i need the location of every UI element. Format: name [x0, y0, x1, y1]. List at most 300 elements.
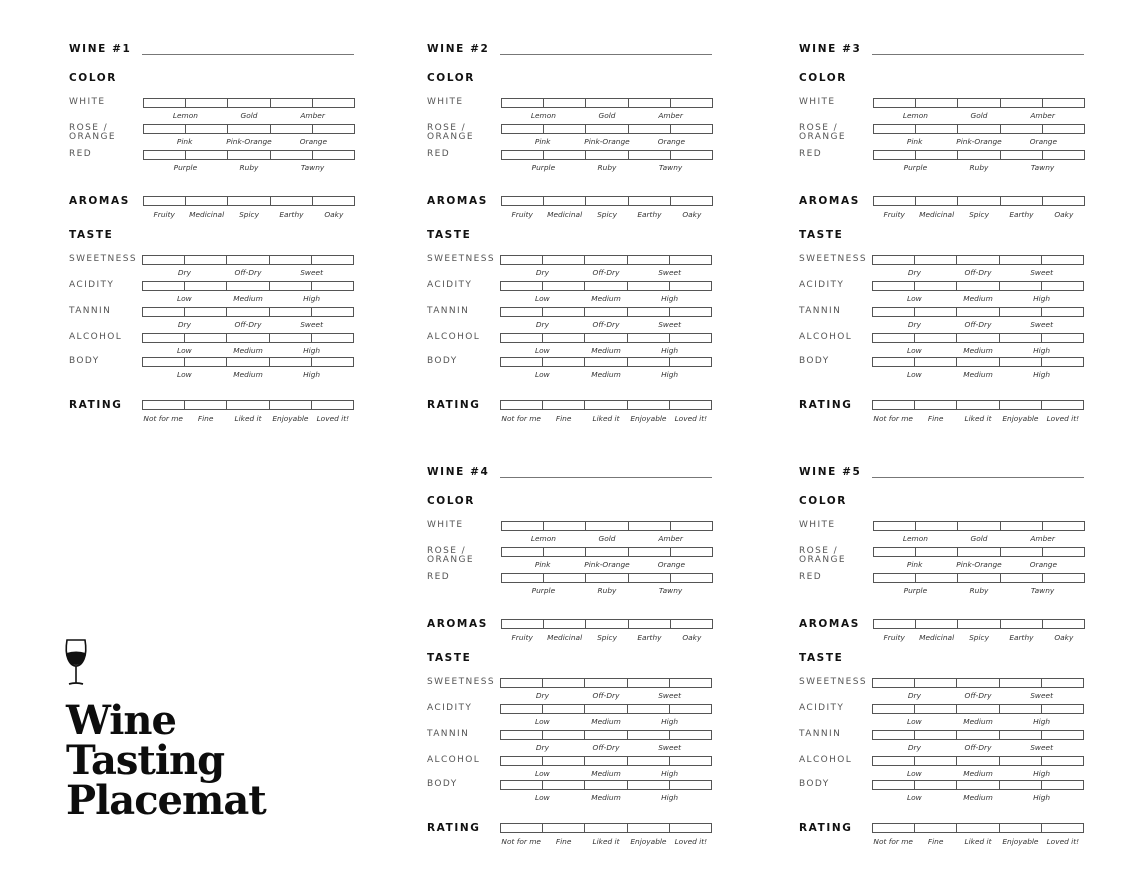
scale-cell[interactable]: [628, 308, 670, 316]
wine-name-line[interactable]: [500, 54, 712, 55]
scale-cell[interactable]: [144, 197, 186, 205]
scale-cell[interactable]: [1042, 731, 1083, 739]
scale-cell[interactable]: [227, 358, 269, 366]
scale-cell[interactable]: [916, 125, 958, 133]
alcohol-scale[interactable]: [500, 756, 712, 766]
body-scale[interactable]: [872, 357, 1084, 367]
scale-cell[interactable]: [544, 125, 586, 133]
scale-cell[interactable]: [958, 125, 1000, 133]
scale-cell[interactable]: [1042, 282, 1083, 290]
scale-cell[interactable]: [958, 620, 1000, 628]
scale-cell[interactable]: [1042, 334, 1083, 342]
scale-cell[interactable]: [501, 308, 543, 316]
scale-cell[interactable]: [185, 308, 227, 316]
scale-cell[interactable]: [501, 679, 543, 687]
scale-cell[interactable]: [501, 781, 543, 789]
red-scale[interactable]: [873, 150, 1085, 160]
scale-cell[interactable]: [915, 308, 957, 316]
scale-cell[interactable]: [543, 679, 585, 687]
rose-scale[interactable]: [501, 547, 713, 557]
scale-cell[interactable]: [915, 282, 957, 290]
scale-cell[interactable]: [958, 574, 1000, 582]
scale-cell[interactable]: [544, 620, 586, 628]
scale-cell[interactable]: [670, 308, 711, 316]
rating-scale[interactable]: [872, 823, 1084, 833]
scale-cell[interactable]: [501, 705, 543, 713]
scale-cell[interactable]: [186, 197, 228, 205]
scale-cell[interactable]: [958, 197, 1000, 205]
tannin-scale[interactable]: [500, 730, 712, 740]
scale-cell[interactable]: [1043, 125, 1084, 133]
tannin-scale[interactable]: [872, 307, 1084, 317]
scale-cell[interactable]: [228, 151, 270, 159]
scale-cell[interactable]: [916, 99, 958, 107]
scale-cell[interactable]: [312, 358, 353, 366]
scale-cell[interactable]: [671, 574, 712, 582]
scale-cell[interactable]: [957, 824, 999, 832]
scale-cell[interactable]: [228, 125, 270, 133]
scale-cell[interactable]: [916, 151, 958, 159]
scale-cell[interactable]: [1043, 574, 1084, 582]
scale-cell[interactable]: [628, 705, 670, 713]
scale-cell[interactable]: [957, 679, 999, 687]
scale-cell[interactable]: [1000, 256, 1042, 264]
scale-cell[interactable]: [1001, 151, 1043, 159]
red-scale[interactable]: [143, 150, 355, 160]
scale-cell[interactable]: [628, 256, 670, 264]
scale-cell[interactable]: [915, 334, 957, 342]
scale-cell[interactable]: [544, 574, 586, 582]
white-scale[interactable]: [501, 521, 713, 531]
scale-cell[interactable]: [144, 151, 186, 159]
scale-cell[interactable]: [915, 757, 957, 765]
scale-cell[interactable]: [586, 574, 628, 582]
scale-cell[interactable]: [629, 574, 671, 582]
scale-cell[interactable]: [957, 358, 999, 366]
acidity-scale[interactable]: [500, 281, 712, 291]
scale-cell[interactable]: [586, 151, 628, 159]
scale-cell[interactable]: [502, 620, 544, 628]
scale-cell[interactable]: [670, 334, 711, 342]
rating-scale[interactable]: [500, 400, 712, 410]
scale-cell[interactable]: [1000, 705, 1042, 713]
wine-name-line[interactable]: [872, 477, 1084, 478]
scale-cell[interactable]: [1042, 256, 1083, 264]
scale-cell[interactable]: [916, 522, 958, 530]
scale-cell[interactable]: [502, 548, 544, 556]
alcohol-scale[interactable]: [872, 333, 1084, 343]
red-scale[interactable]: [501, 573, 713, 583]
wine-name-line[interactable]: [872, 54, 1084, 55]
scale-cell[interactable]: [1042, 308, 1083, 316]
scale-cell[interactable]: [501, 282, 543, 290]
scale-cell[interactable]: [915, 358, 957, 366]
scale-cell[interactable]: [670, 757, 711, 765]
scale-cell[interactable]: [1043, 548, 1084, 556]
scale-cell[interactable]: [544, 197, 586, 205]
scale-cell[interactable]: [915, 824, 957, 832]
scale-cell[interactable]: [1042, 757, 1083, 765]
scale-cell[interactable]: [628, 824, 670, 832]
scale-cell[interactable]: [629, 522, 671, 530]
scale-cell[interactable]: [1001, 548, 1043, 556]
scale-cell[interactable]: [585, 824, 627, 832]
scale-cell[interactable]: [1001, 197, 1043, 205]
body-scale[interactable]: [500, 780, 712, 790]
scale-cell[interactable]: [185, 282, 227, 290]
scale-cell[interactable]: [915, 705, 957, 713]
alcohol-scale[interactable]: [872, 756, 1084, 766]
scale-cell[interactable]: [628, 401, 670, 409]
tannin-scale[interactable]: [872, 730, 1084, 740]
scale-cell[interactable]: [586, 125, 628, 133]
scale-cell[interactable]: [544, 151, 586, 159]
scale-cell[interactable]: [1001, 125, 1043, 133]
scale-cell[interactable]: [874, 548, 916, 556]
scale-cell[interactable]: [915, 256, 957, 264]
scale-cell[interactable]: [873, 308, 915, 316]
scale-cell[interactable]: [312, 308, 353, 316]
white-scale[interactable]: [143, 98, 355, 108]
scale-cell[interactable]: [186, 151, 228, 159]
rating-scale[interactable]: [872, 400, 1084, 410]
scale-cell[interactable]: [1000, 679, 1042, 687]
scale-cell[interactable]: [916, 548, 958, 556]
scale-cell[interactable]: [585, 731, 627, 739]
scale-cell[interactable]: [873, 256, 915, 264]
acidity-scale[interactable]: [872, 281, 1084, 291]
scale-cell[interactable]: [501, 358, 543, 366]
scale-cell[interactable]: [957, 731, 999, 739]
scale-cell[interactable]: [628, 757, 670, 765]
scale-cell[interactable]: [585, 401, 627, 409]
scale-cell[interactable]: [670, 824, 711, 832]
body-scale[interactable]: [872, 780, 1084, 790]
scale-cell[interactable]: [671, 197, 712, 205]
rose-scale[interactable]: [873, 547, 1085, 557]
scale-cell[interactable]: [586, 620, 628, 628]
red-scale[interactable]: [873, 573, 1085, 583]
scale-cell[interactable]: [957, 282, 999, 290]
scale-cell[interactable]: [143, 401, 185, 409]
scale-cell[interactable]: [585, 705, 627, 713]
scale-cell[interactable]: [543, 308, 585, 316]
scale-cell[interactable]: [1000, 334, 1042, 342]
scale-cell[interactable]: [270, 334, 312, 342]
acidity-scale[interactable]: [142, 281, 354, 291]
scale-cell[interactable]: [629, 151, 671, 159]
scale-cell[interactable]: [671, 125, 712, 133]
sweetness-scale[interactable]: [500, 255, 712, 265]
scale-cell[interactable]: [873, 731, 915, 739]
scale-cell[interactable]: [628, 282, 670, 290]
scale-cell[interactable]: [586, 522, 628, 530]
scale-cell[interactable]: [1000, 757, 1042, 765]
scale-cell[interactable]: [313, 99, 354, 107]
scale-cell[interactable]: [143, 334, 185, 342]
scale-cell[interactable]: [873, 282, 915, 290]
scale-cell[interactable]: [874, 522, 916, 530]
scale-cell[interactable]: [957, 757, 999, 765]
tannin-scale[interactable]: [142, 307, 354, 317]
rose-scale[interactable]: [873, 124, 1085, 134]
scale-cell[interactable]: [544, 99, 586, 107]
scale-cell[interactable]: [1043, 197, 1084, 205]
scale-cell[interactable]: [671, 548, 712, 556]
alcohol-scale[interactable]: [142, 333, 354, 343]
aromas-scale[interactable]: [501, 619, 713, 629]
scale-cell[interactable]: [628, 731, 670, 739]
scale-cell[interactable]: [670, 781, 711, 789]
rose-scale[interactable]: [143, 124, 355, 134]
scale-cell[interactable]: [1042, 679, 1083, 687]
scale-cell[interactable]: [585, 679, 627, 687]
wine-name-line[interactable]: [142, 54, 354, 55]
scale-cell[interactable]: [1000, 401, 1042, 409]
scale-cell[interactable]: [271, 197, 313, 205]
scale-cell[interactable]: [915, 781, 957, 789]
scale-cell[interactable]: [629, 125, 671, 133]
scale-cell[interactable]: [185, 401, 227, 409]
scale-cell[interactable]: [957, 334, 999, 342]
scale-cell[interactable]: [1001, 620, 1043, 628]
scale-cell[interactable]: [628, 358, 670, 366]
white-scale[interactable]: [873, 98, 1085, 108]
scale-cell[interactable]: [1000, 731, 1042, 739]
scale-cell[interactable]: [585, 757, 627, 765]
aromas-scale[interactable]: [501, 196, 713, 206]
scale-cell[interactable]: [312, 256, 353, 264]
scale-cell[interactable]: [873, 705, 915, 713]
scale-cell[interactable]: [270, 358, 312, 366]
scale-cell[interactable]: [502, 151, 544, 159]
scale-cell[interactable]: [1001, 99, 1043, 107]
scale-cell[interactable]: [873, 401, 915, 409]
scale-cell[interactable]: [270, 308, 312, 316]
scale-cell[interactable]: [585, 282, 627, 290]
scale-cell[interactable]: [543, 757, 585, 765]
scale-cell[interactable]: [629, 99, 671, 107]
scale-cell[interactable]: [501, 256, 543, 264]
scale-cell[interactable]: [543, 401, 585, 409]
scale-cell[interactable]: [1043, 151, 1084, 159]
aromas-scale[interactable]: [873, 619, 1085, 629]
scale-cell[interactable]: [958, 151, 1000, 159]
scale-cell[interactable]: [873, 679, 915, 687]
scale-cell[interactable]: [873, 334, 915, 342]
scale-cell[interactable]: [873, 757, 915, 765]
scale-cell[interactable]: [1042, 705, 1083, 713]
alcohol-scale[interactable]: [500, 333, 712, 343]
scale-cell[interactable]: [670, 679, 711, 687]
scale-cell[interactable]: [958, 548, 1000, 556]
scale-cell[interactable]: [1000, 282, 1042, 290]
scale-cell[interactable]: [873, 358, 915, 366]
scale-cell[interactable]: [628, 679, 670, 687]
scale-cell[interactable]: [1042, 824, 1083, 832]
scale-cell[interactable]: [227, 308, 269, 316]
scale-cell[interactable]: [585, 256, 627, 264]
scale-cell[interactable]: [312, 401, 353, 409]
scale-cell[interactable]: [227, 401, 269, 409]
scale-cell[interactable]: [1001, 574, 1043, 582]
scale-cell[interactable]: [670, 705, 711, 713]
scale-cell[interactable]: [502, 197, 544, 205]
scale-cell[interactable]: [501, 401, 543, 409]
scale-cell[interactable]: [958, 99, 1000, 107]
scale-cell[interactable]: [186, 125, 228, 133]
scale-cell[interactable]: [586, 197, 628, 205]
acidity-scale[interactable]: [872, 704, 1084, 714]
scale-cell[interactable]: [915, 731, 957, 739]
scale-cell[interactable]: [271, 151, 313, 159]
scale-cell[interactable]: [228, 197, 270, 205]
scale-cell[interactable]: [958, 522, 1000, 530]
scale-cell[interactable]: [874, 151, 916, 159]
sweetness-scale[interactable]: [500, 678, 712, 688]
scale-cell[interactable]: [143, 282, 185, 290]
scale-cell[interactable]: [873, 824, 915, 832]
sweetness-scale[interactable]: [142, 255, 354, 265]
scale-cell[interactable]: [585, 781, 627, 789]
scale-cell[interactable]: [670, 358, 711, 366]
scale-cell[interactable]: [501, 757, 543, 765]
scale-cell[interactable]: [543, 256, 585, 264]
scale-cell[interactable]: [143, 358, 185, 366]
scale-cell[interactable]: [916, 574, 958, 582]
scale-cell[interactable]: [186, 99, 228, 107]
scale-cell[interactable]: [543, 282, 585, 290]
scale-cell[interactable]: [670, 731, 711, 739]
sweetness-scale[interactable]: [872, 678, 1084, 688]
scale-cell[interactable]: [185, 358, 227, 366]
scale-cell[interactable]: [543, 334, 585, 342]
scale-cell[interactable]: [1000, 781, 1042, 789]
scale-cell[interactable]: [312, 334, 353, 342]
scale-cell[interactable]: [143, 256, 185, 264]
scale-cell[interactable]: [1043, 620, 1084, 628]
scale-cell[interactable]: [670, 256, 711, 264]
body-scale[interactable]: [142, 357, 354, 367]
scale-cell[interactable]: [1042, 781, 1083, 789]
scale-cell[interactable]: [543, 358, 585, 366]
scale-cell[interactable]: [671, 522, 712, 530]
scale-cell[interactable]: [629, 197, 671, 205]
scale-cell[interactable]: [628, 334, 670, 342]
scale-cell[interactable]: [144, 125, 186, 133]
scale-cell[interactable]: [227, 282, 269, 290]
rating-scale[interactable]: [142, 400, 354, 410]
scale-cell[interactable]: [313, 151, 354, 159]
scale-cell[interactable]: [916, 620, 958, 628]
scale-cell[interactable]: [227, 334, 269, 342]
scale-cell[interactable]: [671, 151, 712, 159]
scale-cell[interactable]: [1000, 308, 1042, 316]
scale-cell[interactable]: [543, 731, 585, 739]
scale-cell[interactable]: [185, 256, 227, 264]
scale-cell[interactable]: [671, 620, 712, 628]
scale-cell[interactable]: [502, 522, 544, 530]
white-scale[interactable]: [873, 521, 1085, 531]
scale-cell[interactable]: [874, 620, 916, 628]
scale-cell[interactable]: [313, 197, 354, 205]
sweetness-scale[interactable]: [872, 255, 1084, 265]
scale-cell[interactable]: [502, 125, 544, 133]
scale-cell[interactable]: [874, 99, 916, 107]
scale-cell[interactable]: [1000, 824, 1042, 832]
scale-cell[interactable]: [628, 781, 670, 789]
scale-cell[interactable]: [543, 705, 585, 713]
scale-cell[interactable]: [916, 197, 958, 205]
scale-cell[interactable]: [874, 125, 916, 133]
scale-cell[interactable]: [957, 256, 999, 264]
scale-cell[interactable]: [313, 125, 354, 133]
scale-cell[interactable]: [228, 99, 270, 107]
rose-scale[interactable]: [501, 124, 713, 134]
scale-cell[interactable]: [544, 522, 586, 530]
scale-cell[interactable]: [501, 824, 543, 832]
scale-cell[interactable]: [586, 99, 628, 107]
acidity-scale[interactable]: [500, 704, 712, 714]
scale-cell[interactable]: [585, 334, 627, 342]
scale-cell[interactable]: [1000, 358, 1042, 366]
body-scale[interactable]: [500, 357, 712, 367]
scale-cell[interactable]: [270, 282, 312, 290]
scale-cell[interactable]: [629, 548, 671, 556]
scale-cell[interactable]: [873, 781, 915, 789]
scale-cell[interactable]: [271, 125, 313, 133]
scale-cell[interactable]: [1043, 522, 1084, 530]
scale-cell[interactable]: [502, 574, 544, 582]
scale-cell[interactable]: [670, 282, 711, 290]
scale-cell[interactable]: [143, 308, 185, 316]
scale-cell[interactable]: [874, 574, 916, 582]
scale-cell[interactable]: [1001, 522, 1043, 530]
white-scale[interactable]: [501, 98, 713, 108]
scale-cell[interactable]: [957, 705, 999, 713]
scale-cell[interactable]: [501, 334, 543, 342]
scale-cell[interactable]: [585, 358, 627, 366]
rating-scale[interactable]: [500, 823, 712, 833]
scale-cell[interactable]: [585, 308, 627, 316]
scale-cell[interactable]: [1043, 99, 1084, 107]
scale-cell[interactable]: [502, 99, 544, 107]
scale-cell[interactable]: [270, 256, 312, 264]
scale-cell[interactable]: [957, 308, 999, 316]
wine-name-line[interactable]: [500, 477, 712, 478]
aromas-scale[interactable]: [873, 196, 1085, 206]
scale-cell[interactable]: [1042, 358, 1083, 366]
scale-cell[interactable]: [957, 781, 999, 789]
aromas-scale[interactable]: [143, 196, 355, 206]
scale-cell[interactable]: [144, 99, 186, 107]
scale-cell[interactable]: [544, 548, 586, 556]
scale-cell[interactable]: [501, 731, 543, 739]
scale-cell[interactable]: [1042, 401, 1083, 409]
scale-cell[interactable]: [312, 282, 353, 290]
scale-cell[interactable]: [270, 401, 312, 409]
scale-cell[interactable]: [271, 99, 313, 107]
scale-cell[interactable]: [670, 401, 711, 409]
scale-cell[interactable]: [671, 99, 712, 107]
scale-cell[interactable]: [185, 334, 227, 342]
scale-cell[interactable]: [543, 824, 585, 832]
scale-cell[interactable]: [915, 401, 957, 409]
scale-cell[interactable]: [629, 620, 671, 628]
scale-cell[interactable]: [586, 548, 628, 556]
scale-cell[interactable]: [227, 256, 269, 264]
scale-cell[interactable]: [915, 679, 957, 687]
